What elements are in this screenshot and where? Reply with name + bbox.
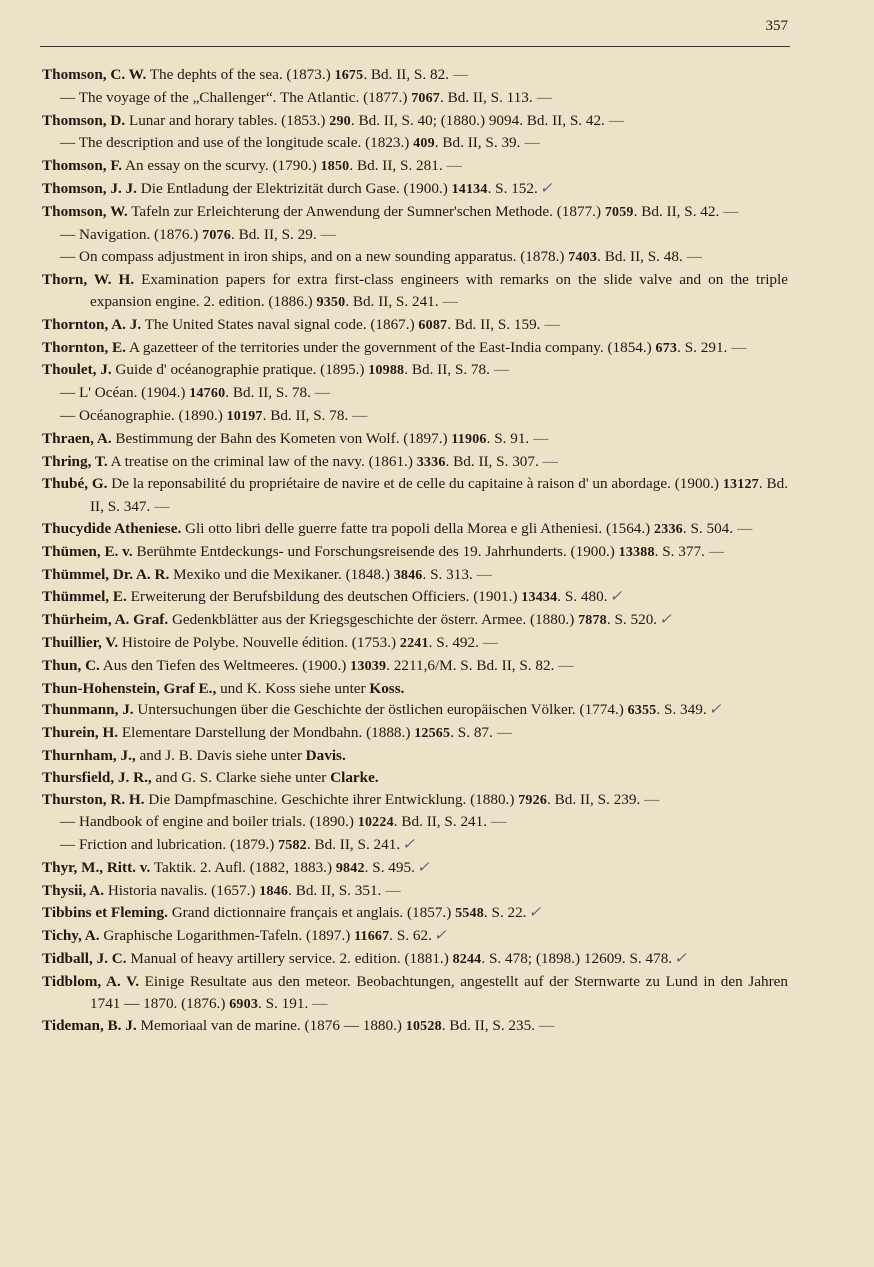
entry-title: Einige Resultate aus den meteor. Beobachtungen, angestellt auf der Sternwarte zu Lund in den Jahren 1741 — 1870. (1876.) <box>90 972 789 1012</box>
entry-title: and G. S. Clarke siehe unter <box>151 768 331 786</box>
entry-reference: . Bd. II, S. 281. <box>349 157 443 175</box>
entry-catalog-number: 6087 <box>418 317 448 333</box>
entry-title: The description and use of the longitude scale. (1823.) <box>75 134 414 152</box>
entry-dash: — <box>60 406 76 424</box>
index-entry <box>42 902 788 925</box>
entry-margin-mark: — <box>154 498 170 516</box>
entry-title: On compass adjustment in iron ships, and on a new sounding apparatus. (1878.) <box>75 248 569 266</box>
entry-catalog-number: 10197 <box>226 408 263 424</box>
entry-author: Tideman, B. J. <box>42 1017 137 1035</box>
entry-catalog-number: 8244 <box>452 952 482 968</box>
entry-title: Lunar and horary tables. (1853.) <box>125 111 330 129</box>
entry-author: Tidball, J. C. <box>42 950 127 968</box>
entry-author: Thümmel, E. <box>42 588 127 606</box>
entry-title: Friction and lubrication. (1879.) <box>75 836 279 854</box>
index-entry <box>42 314 788 337</box>
entry-catalog-number: 290 <box>329 113 351 129</box>
entry-catalog-number: 7403 <box>568 250 598 266</box>
entry-dash: — <box>60 225 76 243</box>
entry-margin-mark: — <box>533 429 549 447</box>
entry-title: Grand dictionnaire français et anglais. (1857.) <box>167 904 456 922</box>
index-entry <box>42 632 788 655</box>
entry-dash: — <box>60 248 76 266</box>
entry-margin-mark: ✓ <box>416 858 430 876</box>
entry-margin-mark: ✓ <box>674 950 687 968</box>
entry-title: Memoriaal van de marine. (1876 — 1880.) <box>136 1017 406 1035</box>
entry-catalog-number: 10528 <box>405 1019 442 1035</box>
entry-margin-mark: ✓ <box>539 179 553 197</box>
entry-title: Gli otto libri delle guerre fatte tra popoli della Morea e gli Atheniesi. (1564.) <box>181 519 655 537</box>
entry-title: A treatise on the criminal law of the navy. (1861.) <box>107 452 417 470</box>
entry-reference: . Bd. II, S. 307. <box>445 452 539 470</box>
index-entry <box>42 132 788 155</box>
index-entry <box>42 971 788 1016</box>
index-entry <box>42 337 788 360</box>
entry-author: Thornton, A. J. <box>42 315 142 333</box>
entry-title: Examination papers for extra first-class engineers with remarks on the slide valve and on the triple expansion engine. 2. edition. (1886.) <box>90 271 788 310</box>
index-entry <box>42 655 788 678</box>
entry-author: Thurein, H. <box>42 724 119 742</box>
entry-title: Berühmte Entdeckungs- und Forschungsreisende des 19. Jahrhunderts. (1900.) <box>132 542 619 560</box>
entry-reference: . S. 91. <box>486 429 530 447</box>
entry-author: Thümen, E. v. <box>42 542 133 560</box>
entry-margin-mark: — <box>482 633 499 651</box>
entry-author: Tidblom, A. V. <box>42 972 139 990</box>
index-entry <box>42 678 788 700</box>
entry-reference: . S. 349. <box>656 701 707 719</box>
entry-reference: . Bd. II, S. 241. <box>393 813 488 831</box>
entry-reference: . S. 492. <box>428 633 479 651</box>
entry-margin-mark: — <box>446 157 462 175</box>
entry-reference: . S. 480. <box>557 588 608 606</box>
entry-margin-mark: ✓ <box>609 588 623 606</box>
index-entry <box>42 518 788 541</box>
index-entry <box>42 451 788 474</box>
entry-reference: . Bd. II, S. 78. <box>404 361 490 379</box>
entry-title: Manual of heavy artillery service. 2. edition. (1881.) <box>126 950 453 968</box>
entry-reference: . Bd. II, S. 78. <box>262 406 349 424</box>
entry-reference: . Bd. II, S. 351. <box>288 881 382 899</box>
entry-catalog-number: 11906 <box>451 431 487 447</box>
entry-title: Guide d' océanographie pratique. (1895.) <box>111 361 369 379</box>
entry-reference: . Bd. II, S. 82. <box>363 66 449 83</box>
entry-author: Thucydide Atheniese. <box>42 519 182 537</box>
entry-title: The United States naval signal code. (1867.) <box>141 315 419 333</box>
entry-author: Thun-Hohenstein, Graf E., <box>42 679 217 697</box>
index-entry <box>42 699 788 722</box>
entry-margin-mark: — <box>491 813 507 831</box>
entry-reference: . Bd. II, S. 347. <box>90 475 788 516</box>
index-entry <box>42 880 788 903</box>
index-entry <box>42 541 788 564</box>
entry-margin-mark: — <box>708 542 725 560</box>
entry-author: Thümmel, Dr. A. R. <box>42 565 170 583</box>
entry-author: Thuillier, V. <box>42 633 119 651</box>
entry-reference: Clarke. <box>330 768 379 786</box>
entry-reference: . Bd. II, S. 241. <box>306 836 401 854</box>
entry-author: Thomson, W. <box>42 202 128 220</box>
index-entry <box>42 269 788 314</box>
entry-catalog-number: 7878 <box>578 613 607 629</box>
entry-author: Thürheim, A. Graf. <box>42 611 169 629</box>
entry-title: A gazetteer of the territories under the government of the East-India company. (1854.) <box>125 338 656 356</box>
entry-title: Océanographie. (1890.) <box>75 406 227 424</box>
entry-author: Thornton, E. <box>42 338 126 356</box>
entry-margin-mark: ✓ <box>528 904 542 922</box>
entry-catalog-number: 6903 <box>229 996 259 1012</box>
index-entry <box>42 767 788 789</box>
entry-catalog-number: 9842 <box>335 860 365 876</box>
entry-dash: — <box>60 384 76 402</box>
entry-margin-mark: ✓ <box>402 836 415 854</box>
entry-title: Mexiko und die Mexikaner. (1848.) <box>169 565 394 583</box>
entry-reference: . Bd. II, S. 235. <box>441 1017 536 1035</box>
entry-author: Thunmann, J. <box>42 701 134 719</box>
entry-catalog-number: 13434 <box>521 590 558 606</box>
entry-author: Thyr, M., Ritt. v. <box>42 858 151 876</box>
entry-catalog-number: 1846 <box>259 883 289 899</box>
entry-reference: . S. 495. <box>364 858 415 876</box>
entry-margin-mark: — <box>542 452 558 470</box>
index-entry <box>42 155 788 178</box>
index-entry <box>42 246 788 269</box>
entry-margin-mark: — <box>723 202 739 220</box>
index-entry <box>42 745 788 767</box>
index-entry <box>42 178 788 201</box>
index-entry <box>42 382 788 405</box>
entry-reference: . Bd. II, S. 42. <box>633 202 720 220</box>
entry-title: Tafeln zur Erleichterung der Anwendung der Sumner'schen Methode. (1877.) <box>127 202 605 220</box>
entry-title: Aus den Tiefen des Weltmeeres. (1900.) <box>99 656 351 674</box>
entry-author: Thun, C. <box>42 656 100 674</box>
entry-title: und K. Koss siehe unter <box>216 679 370 697</box>
index-entry <box>42 64 788 87</box>
index-entry <box>42 811 788 834</box>
entry-reference: . Bd. II, S. 29. <box>230 225 317 243</box>
entry-margin-mark: — <box>644 790 660 808</box>
entry-author: Thomson, J. J. <box>42 179 137 197</box>
entry-reference: Davis. <box>305 746 346 764</box>
index-entry <box>42 609 788 632</box>
entry-catalog-number: 13127 <box>722 477 759 493</box>
entry-catalog-number: 10224 <box>357 815 394 831</box>
entry-reference: . S. 313. <box>422 565 473 583</box>
entry-author: Thring, T. <box>42 452 108 470</box>
entry-catalog-number: 3846 <box>393 567 423 583</box>
entry-reference: . Bd. II, S. 39. <box>434 134 521 152</box>
header-rule <box>40 46 790 47</box>
entry-margin-mark: — <box>524 134 540 152</box>
entry-margin-mark: — <box>536 88 552 106</box>
entry-author: Thurnham, J., <box>42 746 136 764</box>
entry-title: Handbook of engine and boiler trials. (1890.) <box>75 813 358 831</box>
entry-author: Tibbins et Fleming. <box>42 904 168 922</box>
entry-catalog-number: 14134 <box>451 181 488 197</box>
entry-reference: . S. 87. <box>450 724 493 742</box>
index-entry <box>42 473 788 518</box>
entry-reference: Koss. <box>369 679 405 697</box>
entry-title: An essay on the scurvy. (1790.) <box>122 157 321 175</box>
entry-margin-mark: ✓ <box>433 927 447 945</box>
entry-author: Tichy, A. <box>42 927 100 945</box>
entry-margin-mark: — <box>731 338 747 356</box>
entry-margin-mark: — <box>385 881 401 899</box>
entry-title: Historia navalis. (1657.) <box>104 881 260 899</box>
entry-author: Thoulet, J. <box>42 361 112 379</box>
entry-margin-mark: — <box>496 724 512 742</box>
index-entry <box>42 359 788 382</box>
entry-margin-mark: ✓ <box>659 611 672 629</box>
entry-dash: — <box>60 134 76 152</box>
entry-catalog-number: 6355 <box>627 703 657 719</box>
index-entry <box>42 405 788 428</box>
entry-author: Thorn, W. H. <box>42 271 135 289</box>
entry-catalog-number: 5548 <box>455 906 484 922</box>
entry-catalog-number: 2241 <box>399 635 429 651</box>
entry-dash: — <box>60 836 76 854</box>
entry-author: Thomson, F. <box>42 157 123 175</box>
entry-catalog-number: 7067 <box>411 90 440 106</box>
entry-catalog-number: 14760 <box>189 386 226 402</box>
entry-catalog-number: 13388 <box>618 544 655 560</box>
index-entry <box>42 925 788 948</box>
entry-catalog-number: 1850 <box>320 159 350 175</box>
entry-reference: . S. 191. <box>258 994 309 1012</box>
entry-reference: . 2211,6/M. S. Bd. II, S. 82. <box>386 656 555 674</box>
entry-title: Untersuchungen über die Geschichte der östlichen europäischen Völker. (1774.) <box>133 701 628 719</box>
entry-margin-mark: — <box>320 225 336 243</box>
entry-title: Elementare Darstellung der Mondbahn. (1888.) <box>118 724 415 742</box>
entry-margin-mark: — <box>544 315 560 333</box>
entry-reference: . S. 478; (1898.) 12609. S. 478. <box>481 950 673 968</box>
entry-reference: . S. 504. <box>682 519 734 537</box>
entry-catalog-number: 1675 <box>334 68 364 83</box>
page-number: 357 <box>765 18 788 34</box>
index-entry <box>42 201 788 224</box>
entry-title: Die Dampfmaschine. Geschichte ihrer Entwicklung. (1880.) <box>144 790 519 808</box>
entry-reference: . S. 62. <box>389 927 432 945</box>
entry-margin-mark: — <box>452 66 469 83</box>
entry-author: Thomson, D. <box>42 111 126 129</box>
entry-catalog-number: 3336 <box>416 454 446 470</box>
entry-catalog-number: 7059 <box>604 204 634 220</box>
entry-margin-mark: — <box>442 292 458 310</box>
entry-reference: . S. 377. <box>654 542 705 560</box>
entry-catalog-number: 10988 <box>368 363 405 379</box>
entry-margin-mark: — <box>312 994 328 1012</box>
index-entry <box>42 224 788 247</box>
entry-author: Thraen, A. <box>42 429 112 447</box>
entry-margin-mark: — <box>608 111 625 129</box>
entry-title: Taktik. 2. Aufl. (1882, 1883.) <box>150 858 336 876</box>
entry-margin-mark: — <box>476 565 492 583</box>
entry-author: Thurston, R. H. <box>42 790 145 808</box>
index-entry <box>42 428 788 451</box>
entry-title: The dephts of the sea. (1873.) <box>146 66 335 83</box>
entry-reference: . Bd. II, S. 113. <box>440 88 533 106</box>
entry-catalog-number: 409 <box>413 136 435 152</box>
index-entry <box>42 1015 788 1038</box>
entry-catalog-number: 9350 <box>316 294 346 310</box>
entry-author: Thysii, A. <box>42 881 105 899</box>
entry-catalog-number: 7582 <box>278 838 307 854</box>
entry-reference: . Bd. II, S. 241. <box>345 292 439 310</box>
entry-margin-mark: ✓ <box>708 701 722 719</box>
entry-catalog-number: 13039 <box>350 658 387 674</box>
entry-margin-mark: — <box>558 656 574 674</box>
entry-title: De la reponsabilité du propriétaire de navire et de celle du capitaine à raison d' un abordage. (1900.) <box>107 475 723 493</box>
entry-reference: . Bd. II, S. 40; (1880.) 9094. Bd. II, S. 42. <box>350 111 605 129</box>
entry-reference: . Bd. II, S. 239. <box>547 790 641 808</box>
entry-title: Erweiterung der Berufsbildung des deutschen Officiers. (1901.) <box>126 588 522 606</box>
entry-title: and J. B. Davis siehe unter <box>135 746 306 764</box>
entry-reference: . S. 520. <box>606 611 658 629</box>
index-entry <box>42 586 788 609</box>
entry-title: Gedenkblätter aus der Kriegsgeschichte der österr. Armee. (1880.) <box>168 611 579 629</box>
entry-author: Thomson, C. W. <box>42 66 147 83</box>
index-entry <box>42 857 788 880</box>
entry-title: Bestimmung der Bahn des Kometen von Wolf. (1897.) <box>111 429 452 447</box>
index-entry <box>42 834 788 857</box>
index-entry <box>42 564 788 587</box>
entry-dash: — <box>60 88 76 106</box>
entry-catalog-number: 673 <box>655 340 678 356</box>
index-entry <box>42 722 788 745</box>
entry-reference: . Bd. II, S. 78. <box>225 384 311 402</box>
entry-reference: . Bd. II, S. 48. <box>597 248 683 266</box>
entry-reference: . Bd. II, S. 159. <box>447 315 541 333</box>
entry-author: Thubé, G. <box>42 475 108 493</box>
entry-margin-mark: — <box>352 406 368 424</box>
index-entry <box>42 948 788 971</box>
entry-margin-mark: — <box>314 384 331 402</box>
index-entry <box>42 110 788 133</box>
entry-title: Die Entladung der Elektrizität durch Gase. (1900.) <box>136 179 452 197</box>
entry-catalog-number: 12565 <box>414 726 451 742</box>
entry-title: Graphische Logarithmen-Tafeln. (1897.) <box>99 927 355 945</box>
entry-margin-mark: — <box>686 248 702 266</box>
entry-catalog-number: 11667 <box>354 929 390 945</box>
entry-margin-mark: — <box>493 361 510 379</box>
entry-reference: . S. 291. <box>677 338 728 356</box>
entry-author: Thursfield, J. R., <box>42 768 152 786</box>
entry-reference: . S. 152. <box>487 179 538 197</box>
entry-dash: — <box>60 813 76 831</box>
entry-catalog-number: 7076 <box>202 227 231 243</box>
entry-title: Histoire de Polybe. Nouvelle édition. (1753.) <box>118 633 400 651</box>
entry-title: Navigation. (1876.) <box>75 225 203 243</box>
entry-margin-mark: — <box>539 1017 555 1035</box>
entry-margin-mark: — <box>737 519 753 537</box>
index-entry <box>42 789 788 812</box>
entry-title: L' Océan. (1904.) <box>75 384 190 402</box>
index-entry <box>42 87 788 110</box>
index-entries <box>42 64 788 1038</box>
entry-catalog-number: 7926 <box>518 792 548 808</box>
entry-reference: . S. 22. <box>483 904 527 922</box>
entry-title: The voyage of the „Challenger“. The Atlantic. (1877.) <box>75 88 412 106</box>
entry-catalog-number: 2336 <box>654 521 683 537</box>
